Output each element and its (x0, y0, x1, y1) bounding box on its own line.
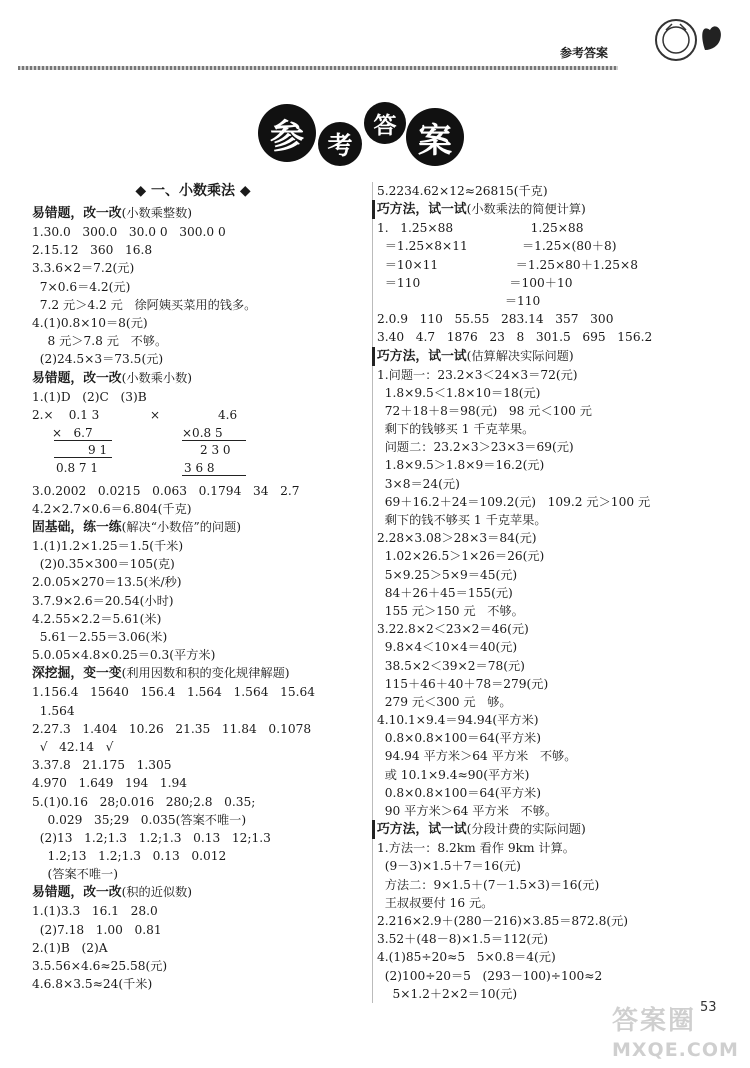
answer-line: 1.方法一：8.2km 看作 9km 计算。 (377, 841, 575, 856)
section-heading: ◆ 一、小数乘法 ◆ (135, 183, 251, 199)
answer-line: 3.7.9×2.6＝20.54(小时) (32, 593, 174, 608)
answer-line: 90 平方米＞64 平方米 不够。 (377, 804, 558, 818)
answer-block (377, 182, 677, 200)
answer-line: 3×8＝24(元) (377, 476, 460, 491)
mult-rule (54, 457, 112, 458)
answer-line: 2.0.9 110 55.55 283.14 357 300 (377, 312, 614, 327)
answer-line: ＝110 ＝100＋10 (377, 275, 573, 290)
answer-line: 3.22.8×2＜23×2＝46(元) (377, 622, 529, 637)
answer-line: 1.8×9.5＜1.8×10＝18(元) (377, 385, 541, 400)
header-decoration-icon (650, 10, 730, 70)
answer-line: 4.2.55×2.2＝5.61(米) (32, 611, 162, 626)
watermark-line: 答案圈 (612, 1006, 697, 1036)
answer-line: 9.8×4＜10×4＝40(元) (377, 640, 518, 655)
answer-line: 84＋26＋45＝155(元) (377, 585, 513, 600)
answer-line: 3.37.8 21.175 1.305 (32, 758, 172, 773)
answer-line: 4.970 1.649 194 1.94 (32, 776, 188, 791)
answer-block (377, 839, 677, 1003)
subsection-heading: 易错题，改一改(小数乘小数) (32, 370, 193, 386)
title-char: 考 (318, 122, 362, 166)
answer-line: 1.(1)1.2×1.25＝1.5(千米) (32, 539, 184, 554)
subsection-heading: 易错题，改一改(积的近似数) (32, 885, 193, 901)
page-number: 53 (700, 1000, 717, 1015)
title-char: 案 (406, 108, 464, 166)
answer-line: 1.564 (32, 703, 75, 718)
answer-line: (9－3)×1.5＋7＝16(元) (377, 859, 521, 874)
answer-line: 5.(1)0.16 28;0.016 280;2.8 0.35; (32, 794, 256, 809)
answer-line: 0.8×0.8×100＝64(平方米) (377, 731, 541, 746)
answer-line: 4.10.1×9.4＝94.94(平方米) (377, 713, 539, 728)
answer-line: 69＋16.2＋24＝109.2(元) 109.2 元＞100 元 (377, 494, 651, 509)
answer-line: (2)13 1.2;1.3 1.2;1.3 0.13 12;1.3 (32, 830, 271, 845)
answer-line: 8 元＞7.8 元 不够。 (32, 334, 168, 349)
answer-line: ＝10×11 ＝1.25×80＋1.25×8 (377, 257, 638, 272)
answer-block (32, 683, 354, 883)
answer-line: 38.5×2＜39×2＝78(元) (377, 658, 525, 673)
answer-line: (2)7.18 1.00 0.81 (32, 922, 162, 937)
answer-line: √ 42.14 √ (32, 739, 114, 754)
answer-line: 2.28×3.08＞28×3＝84(元) (377, 531, 537, 546)
answer-line: 1.问题一：23.2×3＜24×3＝72(元) (377, 367, 578, 382)
answer-line: 3.5.56×4.6≈25.58(元) (32, 959, 168, 973)
mult-line: 2 3 0 (200, 442, 231, 457)
header-label: 参考答案 (560, 46, 609, 60)
answer-line: 3.3.6×2＝7.2(元) (32, 261, 135, 276)
answer-line: 1.02×26.5＞1×26＝26(元) (377, 549, 545, 564)
mult-line: 3 6 8 (184, 460, 215, 475)
answer-block (32, 902, 354, 993)
left-column (32, 182, 354, 993)
answer-line: 4.2×2.7×0.6＝6.804(千克) (32, 501, 192, 516)
answer-line: (2)100÷20＝5 (293－100)÷100≈2 (377, 968, 603, 983)
answer-line: 155 元＞150 元 不够。 (377, 603, 524, 618)
answer-line: 4.6.8×3.5≈24(千米) (32, 977, 153, 992)
title-char: 答 (364, 102, 406, 144)
answer-line: 4.(1)85÷20≈5 5×0.8＝4(元) (377, 950, 556, 965)
mult-line: 2.× 0.1 3 (32, 407, 100, 422)
answer-line: 5×9.25＞5×9＝45(元) (377, 567, 518, 582)
answer-line: 0.029 35;29 0.035(答案不唯一) (32, 812, 247, 827)
header-rule (18, 66, 618, 70)
mult-line: 0.8 7 1 (56, 460, 98, 475)
mult-line: 4.6 (218, 407, 238, 422)
answer-line: ＝110 (377, 293, 541, 308)
answer-line: 1.8×9.5＞1.8×9＝16.2(元) (377, 458, 545, 473)
mult-rule (182, 475, 246, 476)
answer-line: 2.15.12 360 16.8 (32, 243, 153, 258)
answer-line: 2.(1)B (2)A (32, 940, 108, 955)
answer-line: 5.2234.62×12≈26815(千克) (377, 184, 548, 198)
answer-line: (2)0.35×300＝105(克) (32, 557, 175, 572)
answer-line: 3.0.2002 0.0215 0.063 0.1794 34 2.7 (32, 483, 300, 498)
answer-line: 4.(1)0.8×10＝8(元) (32, 315, 148, 330)
answer-line: (2)24.5×3＝73.5(元) (32, 352, 164, 367)
right-column (372, 182, 677, 1003)
page-title (258, 100, 488, 170)
mult-line: × 6.7 (52, 425, 93, 440)
answer-line: 115＋46＋40＋78＝279(元) (377, 676, 549, 691)
answer-line: 1.30.0 300.0 30.0 0 300.0 0 (32, 225, 226, 239)
answer-line: 2.216×2.9＋(280－216)×3.85＝872.8(元) (377, 913, 629, 928)
subsection-heading: 深挖掘，变一变(利用因数和积的变化规律解题) (32, 666, 290, 682)
answer-block (32, 388, 354, 406)
subsection-heading: 易错题，改一改(小数乘整数) (32, 206, 193, 221)
answer-line: 王叔叔要付 16 元。 (377, 895, 494, 910)
answer-line: 94.94 平方米＞64 平方米 不够。 (377, 749, 577, 764)
answer-line: 5.61－2.55＝3.06(米) (32, 630, 168, 644)
mult-line: 9 1 (88, 442, 108, 457)
answer-line: ＝1.25×8×11 ＝1.25×(80＋8) (377, 239, 617, 254)
answer-block (32, 223, 354, 369)
answer-line: 5.0.05×4.8×0.25＝0.3(平方米) (32, 648, 216, 663)
answer-line: 1.(1)D (2)C (3)B (32, 389, 147, 404)
answer-line: 1.2;13 1.2;1.3 0.13 0.012 (32, 849, 227, 864)
subsection-heading: 巧方法，试一试(小数乘法的简便计算) (372, 200, 677, 219)
answer-line: 1.(1)3.3 16.1 28.0 (32, 904, 158, 919)
answer-line: 3.40 4.7 1876 23 8 301.5 695 156.2 (377, 330, 653, 345)
subsection-heading: 巧方法，试一试(估算解决实际问题) (372, 347, 677, 366)
answer-line: 2.0.05×270＝13.5(米/秒) (32, 575, 182, 590)
mult-line: ×0.8 5 (182, 425, 223, 440)
answer-line: (答案不唯一) (32, 867, 118, 882)
answer-line: 方法二：9×1.5＋(7－1.5×3)＝16(元) (377, 877, 600, 892)
answer-line: 剩下的钱不够买 1 千克苹果。 (377, 513, 547, 527)
answer-line: 279 元＜300 元 够。 (377, 694, 512, 709)
answer-block (377, 219, 677, 346)
answer-line: 问题二：23.2×3＞23×3＝69(元) (377, 440, 574, 455)
title-char: 参 (258, 104, 316, 162)
subsection-heading: 固基础，练一练(解决“小数倍”的问题) (32, 520, 242, 536)
answer-line: 5×1.2＋2×2＝10(元) (377, 986, 518, 1001)
watermark-line: MXQE.COM (612, 1039, 739, 1061)
answer-block (377, 366, 677, 821)
subsection-heading: 巧方法，试一试(分段计费的实际问题) (372, 820, 677, 839)
answer-block (32, 482, 354, 518)
vertical-multiplication (32, 406, 354, 478)
answer-line: 7.2 元＞4.2 元 徐阿姨买菜用的钱多。 (32, 297, 257, 312)
answer-line: 1. 1.25×88 1.25×88 (377, 221, 584, 236)
watermark (612, 1000, 747, 1062)
answer-block (32, 537, 354, 664)
answer-line: 7×0.6＝4.2(元) (32, 279, 131, 294)
answer-line: 剩下的钱够买 1 千克苹果。 (377, 422, 535, 437)
answer-line: 0.8×0.8×100＝64(平方米) (377, 785, 541, 800)
answer-line: 3.52＋(48－8)×1.5＝112(元) (377, 932, 549, 947)
mult-line: × (150, 407, 161, 422)
answer-line: 2.27.3 1.404 10.26 21.35 11.84 0.1078 (32, 721, 312, 736)
answer-line: 或 10.1×9.4≈90(平方米) (377, 767, 530, 782)
answer-line: 72＋18＋8＝98(元) 98 元＜100 元 (377, 403, 592, 418)
answer-line: 1.156.4 15640 156.4 1.564 1.564 15.64 (32, 685, 315, 700)
